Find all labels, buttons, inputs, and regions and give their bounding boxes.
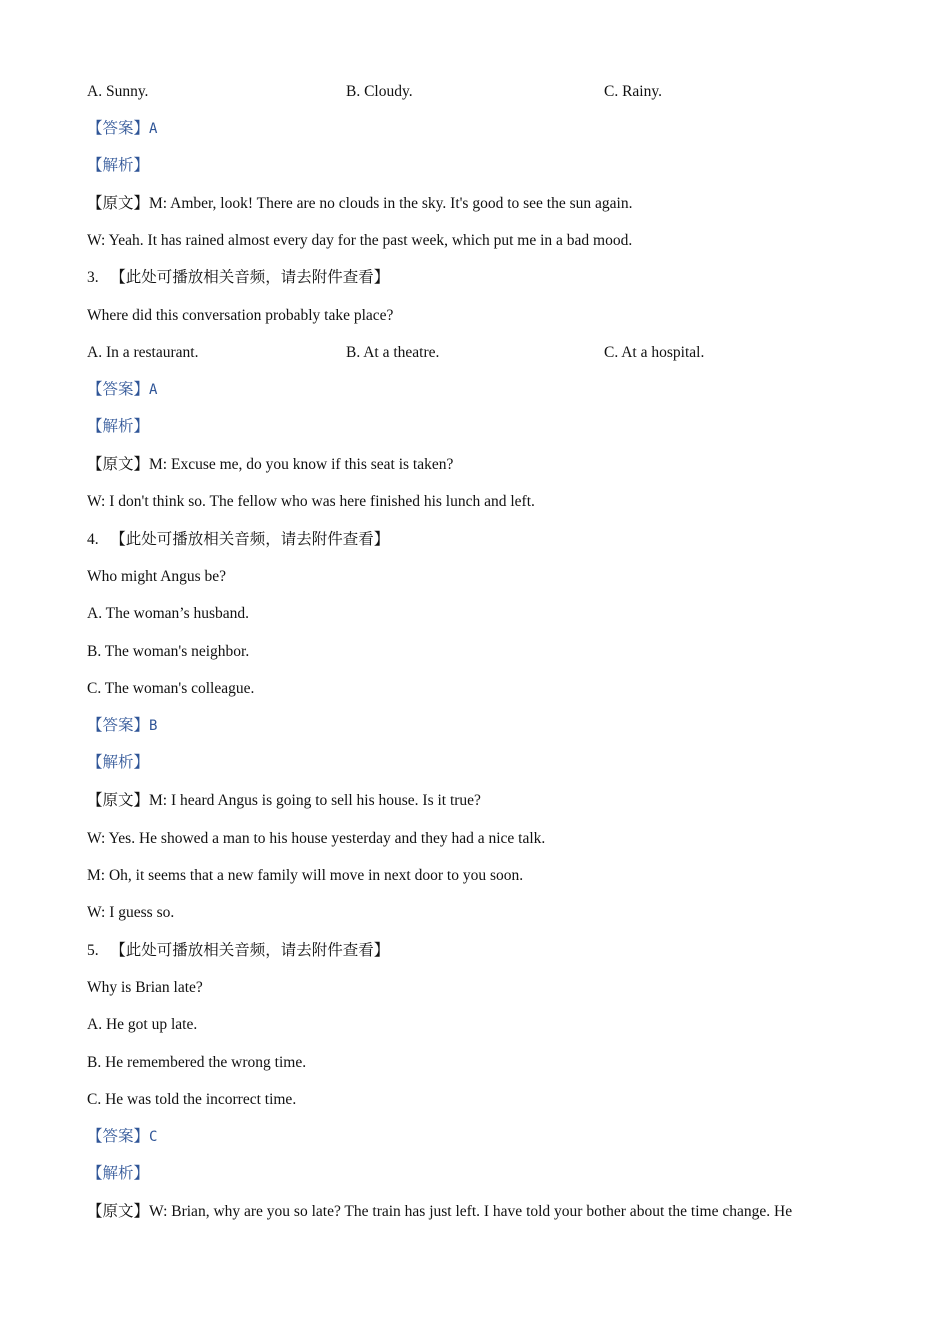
q5-header (87, 940, 389, 962)
q4-transcript-line: W: I guess so. (87, 904, 175, 921)
q4-option-b: B. The woman's neighbor. (87, 643, 250, 660)
q3-answer: 【答案】A (87, 381, 158, 398)
q4-header (87, 529, 389, 551)
q4-answer: 【答案】B (87, 717, 158, 734)
q4-number: 4. (87, 531, 99, 548)
q4-audio-note: 【此处可播放相关音频，请去附件查看】 (110, 531, 390, 548)
q2-answer: 【答案】A (87, 120, 158, 137)
q4-transcript-line: M: Oh, it seems that a new family will move in next door to you soon. (87, 867, 524, 884)
q5-analysis-label: 【解析】 (87, 1165, 150, 1182)
q5-number: 5. (87, 942, 99, 959)
q3-question: Where did this conversation probably take place? (87, 307, 394, 324)
q4-option-a: A. The woman’s husband. (87, 605, 250, 622)
q3-transcript-line: 【原文】M: Excuse me, do you know if this seat is taken? (87, 456, 454, 473)
q2-option-a: A. Sunny. (87, 83, 149, 100)
q3-analysis-label: 【解析】 (87, 418, 150, 435)
q5-question: Why is Brian late? (87, 979, 203, 996)
q3-transcript-line: W: I don't think so. The fellow who was here finished his lunch and left. (87, 493, 535, 510)
q4-transcript-line: W: Yes. He showed a man to his house yesterday and they had a nice talk. (87, 830, 546, 847)
q5-option-c: C. He was told the incorrect time. (87, 1091, 297, 1108)
q3-number: 3. (87, 269, 99, 286)
q3-header (87, 267, 389, 289)
q4-transcript-line: 【原文】M: I heard Angus is going to sell his house. Is it true? (87, 792, 481, 809)
q3-option-a: A. In a restaurant. (87, 344, 199, 361)
q2-transcript-line: W: Yeah. It has rained almost every day for the past week, which put me in a bad mood. (87, 232, 633, 249)
q4-option-c: C. The woman's colleague. (87, 680, 255, 697)
q5-answer: 【答案】C (87, 1128, 158, 1145)
q4-question: Who might Angus be? (87, 568, 227, 585)
q5-transcript-line: 【原文】W: Brian, why are you so late? The train has just left. I have told your bother about the time change. He (87, 1203, 793, 1220)
q5-option-a: A. He got up late. (87, 1016, 198, 1033)
q5-option-b: B. He remembered the wrong time. (87, 1054, 307, 1071)
q3-option-c: C. At a hospital. (604, 344, 705, 361)
q4-analysis-label: 【解析】 (87, 754, 150, 771)
q3-audio-note: 【此处可播放相关音频，请去附件查看】 (110, 269, 390, 286)
q2-analysis-label: 【解析】 (87, 157, 150, 174)
q5-audio-note: 【此处可播放相关音频，请去附件查看】 (110, 942, 390, 959)
q3-option-b: B. At a theatre. (346, 344, 440, 361)
q2-transcript-line: 【原文】M: Amber, look! There are no clouds in the sky. It's good to see the sun again. (87, 195, 633, 212)
q2-option-b: B. Cloudy. (346, 83, 413, 100)
q2-option-c: C. Rainy. (604, 83, 662, 100)
